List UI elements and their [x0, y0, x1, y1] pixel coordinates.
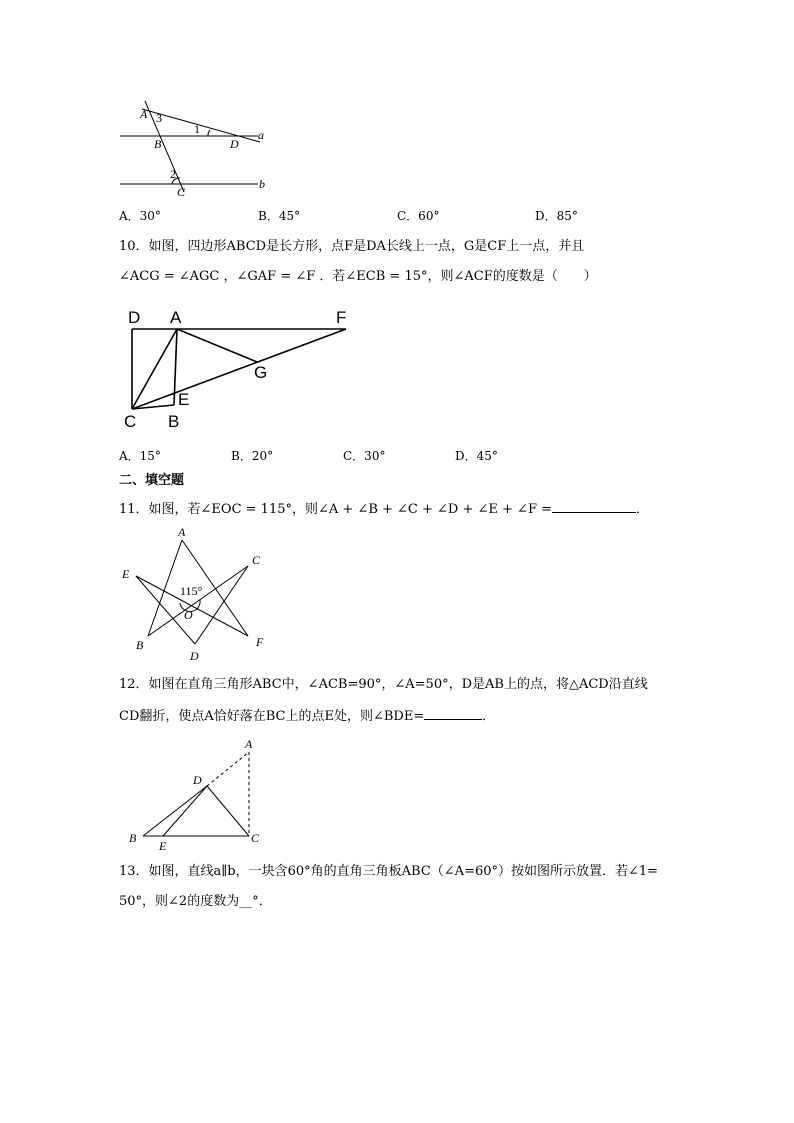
- label-B: B: [129, 831, 137, 845]
- section-title: 二、填空题: [119, 473, 185, 488]
- label-C: C: [177, 185, 186, 199]
- label-E: E: [122, 567, 130, 581]
- label-angle: 115°: [180, 584, 203, 598]
- q11-answer-blank[interactable]: [552, 499, 636, 513]
- segment-DE: [163, 786, 207, 836]
- q12-text-main: CD翻折，使点A恰好落在BC上的点E处，则∠BDE=: [119, 709, 425, 724]
- label-b: b: [259, 177, 265, 191]
- q9-choice-a[interactable]: A．30°: [119, 209, 161, 223]
- label-B: B: [154, 137, 162, 151]
- label-F: F: [336, 308, 347, 327]
- q13-text-line2: 50°，则∠2的度数为__°．: [119, 894, 272, 909]
- q10-choice-b[interactable]: B．20°: [231, 449, 274, 463]
- q9-choice-c[interactable]: C．60°: [397, 209, 440, 223]
- label-1: 1: [194, 122, 200, 136]
- q12-answer-blank[interactable]: [424, 706, 482, 720]
- label-C: C: [124, 412, 137, 431]
- q9-choice-b[interactable]: B．45°: [258, 209, 301, 223]
- segment-BD: [143, 786, 207, 836]
- q10-choice-a[interactable]: A．15°: [119, 449, 161, 463]
- label-a: a: [258, 128, 264, 142]
- segment-DA-dashed: [207, 752, 249, 786]
- q11-figure: [120, 524, 280, 664]
- q11-text-tail: ．: [636, 502, 650, 517]
- segment-DC: [207, 786, 249, 836]
- label-A: A: [245, 737, 253, 751]
- segment-CF: [132, 329, 346, 409]
- q11-text-main: 11．如图，若∠EOC = 115°，则∠A + ∠B + ∠C + ∠D + ∠E + ∠F =: [119, 502, 552, 517]
- label-C: C: [252, 553, 261, 567]
- label-A: A: [178, 525, 186, 539]
- q10-text-line2: ∠ACG = ∠AGC ，∠GAF = ∠F ．若∠ECB = 15°，则∠ACF的度数是（ ）: [119, 269, 597, 284]
- q9-figure: [110, 96, 280, 202]
- label-E: E: [178, 390, 190, 409]
- q10-choice-c[interactable]: C．30°: [343, 449, 386, 463]
- label-D: D: [230, 137, 239, 151]
- segment-CA: [132, 329, 177, 409]
- label-2: 2: [170, 167, 176, 181]
- label-D: D: [193, 773, 202, 787]
- q11-text: [119, 499, 649, 519]
- q10-figure: [120, 305, 360, 433]
- label-B: B: [136, 638, 144, 652]
- segment-AB: [148, 540, 182, 636]
- label-A: A: [170, 308, 182, 327]
- q12-text-line1: 12．如图在直角三角形ABC中，∠ACB=90°，∠A=50°，D是AB上的点，将△ACD沿直线: [119, 677, 648, 692]
- label-D: D: [190, 649, 199, 663]
- q12-text-tail: ．: [482, 709, 496, 724]
- label-B: B: [168, 412, 180, 431]
- q10-choice-d[interactable]: D．45°: [455, 449, 498, 463]
- label-G: G: [254, 363, 268, 382]
- label-O: O: [184, 608, 193, 622]
- label-3: 3: [156, 111, 162, 125]
- label-A: A: [140, 107, 148, 121]
- segment-AG: [177, 329, 257, 362]
- q13-text-line1: 13．如图，直线a∥b，一块含60°角的直角三角板ABC（∠A=60°）按如图所示放置．若∠1=: [119, 864, 659, 879]
- q12-text-line2: [119, 706, 495, 726]
- q10-text-line1: 10．如图，四边形ABCD是长方形，点F是DA长线上一点，G是CF上一点，并且: [119, 239, 585, 254]
- angle-1-arc: [208, 130, 210, 136]
- q12-figure: [125, 736, 275, 856]
- segment-BC: [148, 566, 248, 636]
- label-C: C: [251, 831, 260, 845]
- label-D: D: [128, 308, 141, 327]
- q9-choice-d[interactable]: D．85°: [535, 209, 578, 223]
- label-F: F: [256, 635, 264, 649]
- label-E: E: [159, 839, 167, 853]
